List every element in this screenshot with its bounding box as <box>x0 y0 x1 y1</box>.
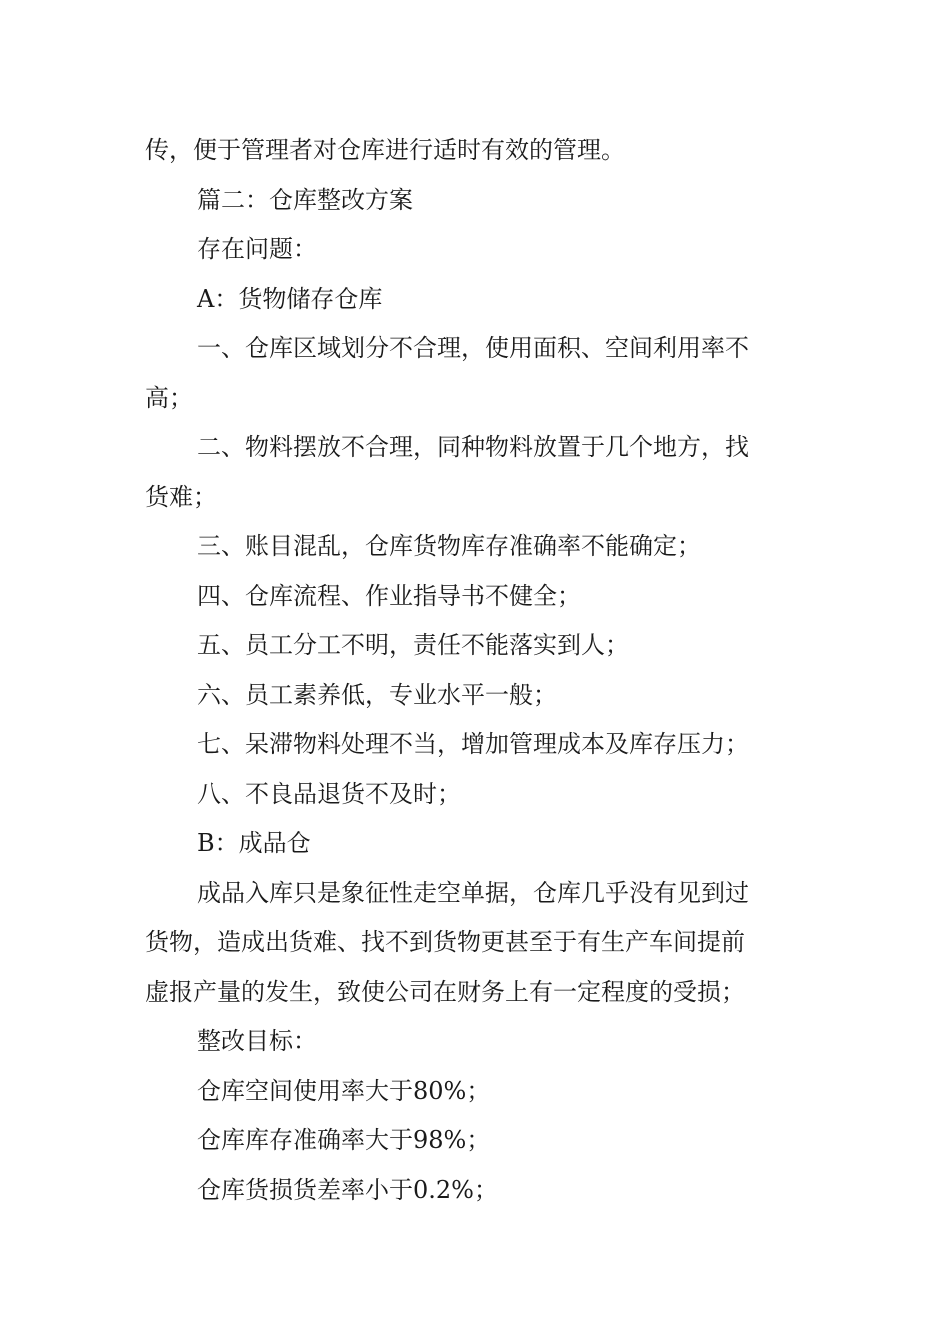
text-line: 虚报产量的发生，致使公司在财务上有一定程度的受损； <box>145 977 745 1006</box>
subsection-heading: 存在问题： <box>197 235 317 263</box>
text-line: 货物，造成出货难、找不到货物更甚至于有生产车间提前 <box>145 928 745 956</box>
text-line: 仓库空间使用率大于80%； <box>197 1076 491 1105</box>
text-line: 仓库库存准确率大于98%； <box>197 1126 491 1154</box>
text-line: 五、员工分工不明，责任不能落实到人； <box>197 631 629 659</box>
document-body <box>145 126 810 1215</box>
text-line: 四、仓库流程、作业指导书不健全； <box>197 581 581 610</box>
text-line: 三、账目混乱，仓库货物库存准确率不能确定； <box>197 532 701 560</box>
text-line: 传，便于管理者对仓库进行适时有效的管理。 <box>145 136 625 164</box>
subsection-heading: B：成品仓 <box>197 829 311 857</box>
subsection-heading: 整改目标： <box>197 1027 317 1055</box>
subsection-heading: A：货物储存仓库 <box>197 284 383 313</box>
text-line: 八、不良品退货不及时； <box>197 779 461 808</box>
text-line: 一、仓库区域划分不合理，使用面积、空间利用率不 <box>197 334 749 362</box>
text-line: 高； <box>145 383 193 412</box>
text-line: 成品入库只是象征性走空单据，仓库几乎没有见到过 <box>197 878 749 907</box>
text-line: 仓库货损货差率小于0.2%； <box>197 1175 498 1204</box>
section-title: 篇二：仓库整改方案 <box>197 185 413 214</box>
text-line: 六、员工素养低，专业水平一般； <box>197 680 557 709</box>
text-line: 货难； <box>145 482 217 511</box>
text-line: 七、呆滞物料处理不当，增加管理成本及库存压力； <box>197 730 749 758</box>
text-line: 二、物料摆放不合理，同种物料放置于几个地方，找 <box>197 433 749 461</box>
